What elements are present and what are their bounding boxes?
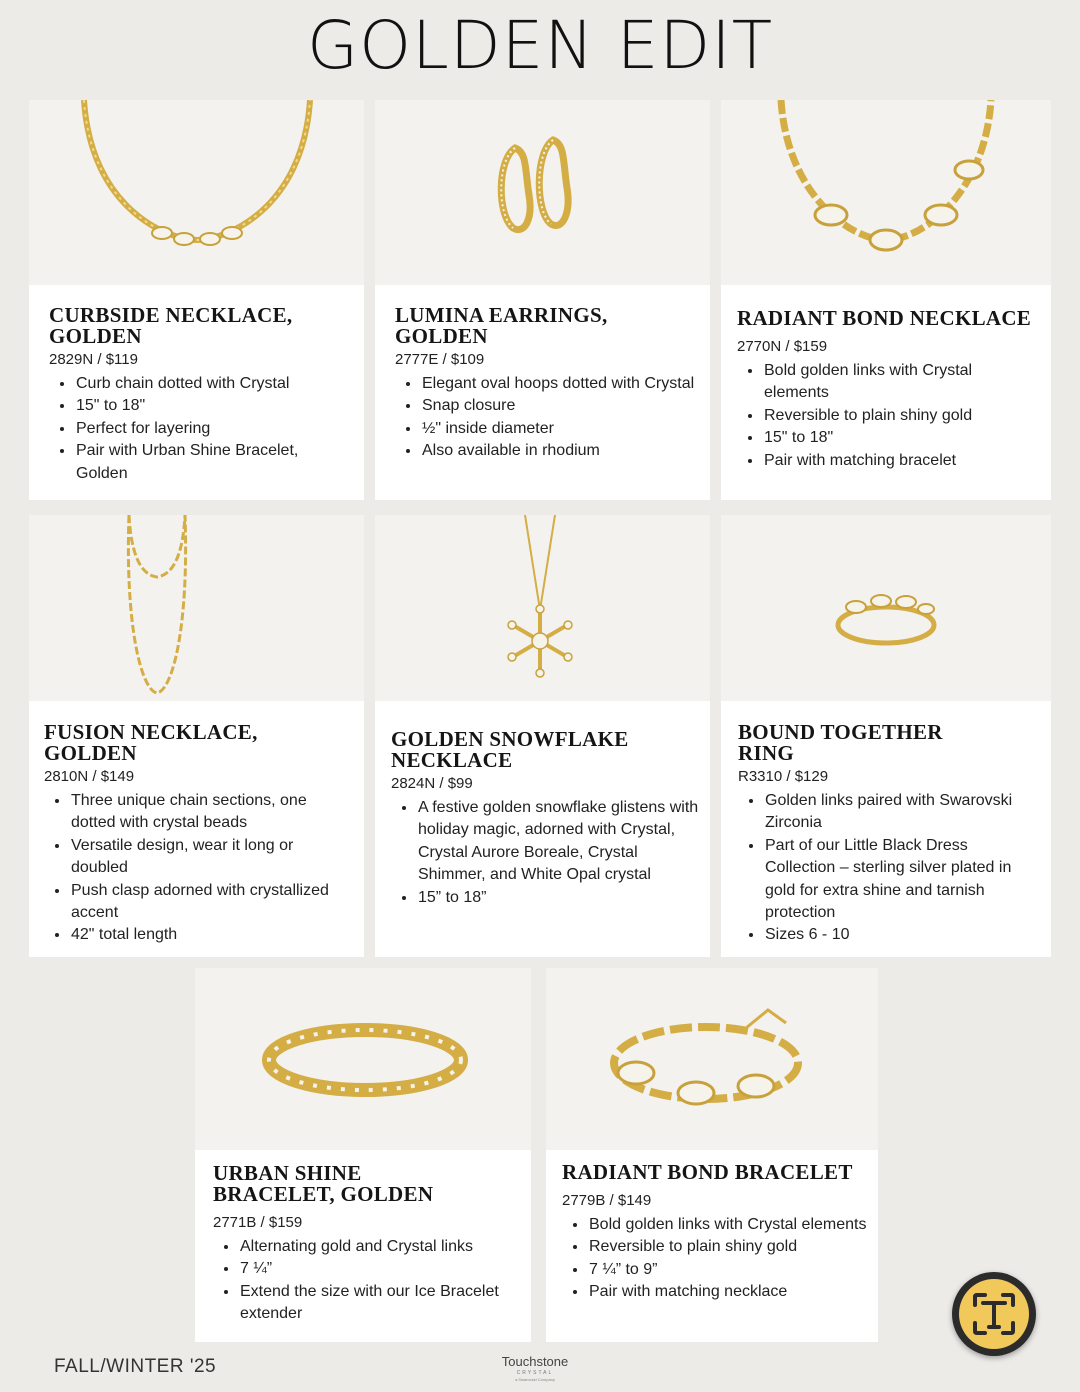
product-name: URBAN SHINE BRACELET, GOLDEN: [213, 1161, 434, 1206]
product-name: GOLDEN SNOWFLAKE NECKLACE: [391, 727, 629, 772]
product-card-bound-together-ring[interactable]: [721, 515, 1051, 957]
feature-item: • Sizes 6 - 10: [764, 924, 1041, 946]
product-features: [738, 790, 1041, 947]
product-info: [375, 305, 710, 500]
feature-item: • Snap closure: [421, 395, 700, 417]
product-name: FUSION NECKLACE, GOLDEN: [44, 720, 258, 765]
brand-name: Touchstone: [501, 1354, 569, 1369]
product-sku-price: 2771B / $159: [213, 1214, 303, 1231]
feature-item: • Three unique chain sections, one dotted with crystal beads: [70, 790, 354, 835]
feature-item: • ½" inside diameter: [421, 418, 700, 440]
product-card-radiant-bond-bracelet[interactable]: [546, 968, 878, 1342]
product-info: [195, 1163, 531, 1342]
necklace-image: [29, 100, 364, 285]
feature-item: • Part of our Little Black Dress Collection – sterling silver plated in gold for extra shine and tarnish protection: [764, 835, 1041, 925]
bracelet-image: [195, 968, 531, 1150]
feature-item: • Elegant oval hoops dotted with Crystal: [421, 373, 700, 395]
product-info: [29, 722, 364, 957]
product-features: [213, 1236, 521, 1326]
feature-item: • Golden links paired with Swarovski Zirconia: [764, 790, 1041, 835]
necklace-image: [721, 100, 1051, 285]
feature-item: • 15" to 18": [75, 395, 354, 417]
product-photo: [375, 515, 710, 701]
product-info: [29, 305, 364, 500]
product-features: [562, 1214, 868, 1304]
product-info: [721, 308, 1051, 500]
brand-tagline: a Swarovski Company: [515, 1377, 555, 1382]
product-sku-price: 2777E / $109: [395, 351, 485, 368]
product-sku-price: 2810N / $149: [44, 768, 135, 785]
product-name: RADIANT BOND BRACELET: [562, 1160, 853, 1184]
product-features: [391, 797, 700, 909]
feature-item: • Versatile design, wear it long or doubled: [70, 835, 354, 880]
product-sku-price: 2779B / $149: [562, 1192, 652, 1209]
product-name: LUMINA EARRINGS, GOLDEN: [395, 303, 608, 348]
ring-image: [721, 515, 1051, 701]
product-card-curbside-necklace[interactable]: [29, 100, 364, 500]
feature-item: • 15” to 18”: [417, 887, 700, 909]
product-photo: [546, 968, 878, 1150]
product-features: [395, 373, 700, 463]
feature-item: • Pair with Urban Shine Bracelet, Golden: [75, 440, 354, 485]
product-features: [49, 373, 354, 485]
feature-item: • Alternating gold and Crystal links: [239, 1236, 521, 1258]
product-card-fusion-necklace[interactable]: [29, 515, 364, 957]
product-sku-price: 2770N / $159: [737, 338, 828, 355]
feature-item: • Pair with matching bracelet: [763, 450, 1041, 472]
product-sku-price: 2824N / $99: [391, 775, 473, 792]
brand-subtitle: CRYSTAL: [516, 1370, 554, 1376]
brand-logo: [470, 1354, 600, 1383]
feature-item: • Push clasp adorned with crystallized accent: [70, 880, 354, 925]
product-info: [546, 1162, 878, 1342]
product-name: BOUND TOGETHER RING: [738, 720, 943, 765]
feature-item: • Perfect for layering: [75, 418, 354, 440]
feature-item: • Bold golden links with Crystal elements: [763, 360, 1041, 405]
text-scan-icon: [959, 1279, 1029, 1349]
feature-item: • Reversible to plain shiny gold: [588, 1236, 868, 1258]
product-card-golden-snowflake-necklace[interactable]: [375, 515, 710, 957]
feature-item: • Bold golden links with Crystal elements: [588, 1214, 868, 1236]
product-name: CURBSIDE NECKLACE, GOLDEN: [49, 303, 293, 348]
product-info: [375, 729, 710, 957]
feature-item: • 7 ¼”: [239, 1258, 521, 1280]
product-photo: [195, 968, 531, 1150]
necklace-image: [29, 515, 364, 701]
feature-item: • Reversible to plain shiny gold: [763, 405, 1041, 427]
season-label: FALL/WINTER '25: [54, 1356, 217, 1377]
feature-item: • Pair with matching necklace: [588, 1281, 868, 1303]
feature-item: • 7 ¼” to 9”: [588, 1259, 868, 1281]
product-info: [721, 722, 1051, 957]
product-sku-price: 2829N / $119: [49, 351, 138, 368]
feature-item: • 42" total length: [70, 924, 354, 946]
feature-item: • A festive golden snowflake glistens with holiday magic, adorned with Crystal, Crystal Aurore Boreale, Crystal Shimmer, and White Opal crystal: [417, 797, 700, 887]
product-photo: [721, 100, 1051, 285]
product-card-lumina-earrings[interactable]: [375, 100, 710, 500]
product-photo: [375, 100, 710, 285]
page-title: GOLDEN EDIT: [306, 7, 774, 84]
feature-item: • Extend the size with our Ice Bracelet extender: [239, 1281, 521, 1326]
feature-item: • Also available in rhodium: [421, 440, 700, 462]
feature-item: • Curb chain dotted with Crystal: [75, 373, 354, 395]
product-name: RADIANT BOND NECKLACE: [737, 306, 1032, 330]
product-sku-price: R3310 / $129: [738, 768, 829, 785]
product-photo: [721, 515, 1051, 701]
product-features: [44, 790, 354, 947]
feature-item: • 15" to 18": [763, 427, 1041, 449]
product-photo: [29, 100, 364, 285]
product-card-urban-shine-bracelet[interactable]: [195, 968, 531, 1342]
product-card-radiant-bond-necklace[interactable]: [721, 100, 1051, 500]
text-scan-button[interactable]: [952, 1272, 1036, 1356]
product-photo: [29, 515, 364, 701]
bracelet-image: [546, 968, 878, 1150]
product-features: [737, 360, 1041, 472]
snowflake-pendant-image: [375, 515, 710, 701]
earrings-image: [375, 100, 710, 285]
